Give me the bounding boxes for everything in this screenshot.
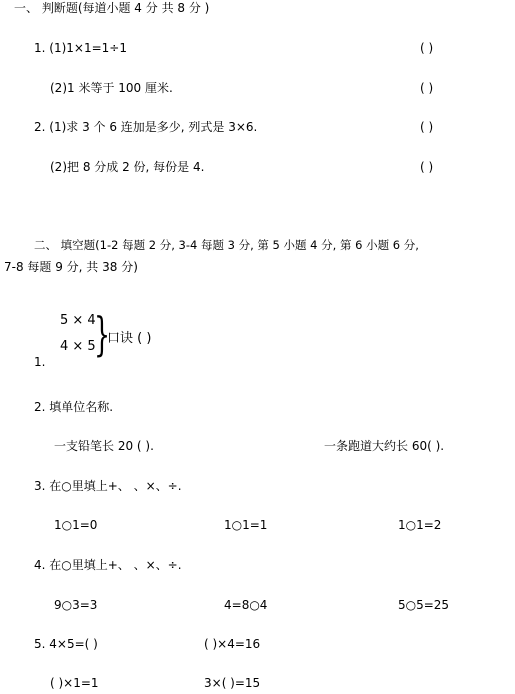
- answer-paren-2-1[interactable]: ( ): [420, 120, 434, 134]
- question-2-2: (2)把 8 分成 2 份, 每份是 4.: [50, 160, 205, 174]
- fill-q5-b[interactable]: ( )×4=16: [204, 637, 261, 651]
- fill-q3-a[interactable]: 1○1=0: [54, 518, 98, 532]
- fill-q3-c[interactable]: 1○1=2: [398, 518, 442, 532]
- answer-paren-1-1[interactable]: ( ): [420, 41, 434, 55]
- fill-q4-c[interactable]: 5○5=25: [398, 598, 450, 612]
- section2-title-line1: 二、 填空题(1-2 每题 2 分, 3-4 每题 3 分, 第 5 小题 4 分, 第 6 小题 6 分,: [34, 238, 419, 252]
- fill-q1-block: [58, 307, 218, 361]
- answer-paren-1-2[interactable]: ( ): [420, 81, 434, 95]
- fill-q2-left[interactable]: 一支铅笔长 20 ( ).: [54, 439, 154, 453]
- fill-q4-a[interactable]: 9○3=3: [54, 598, 98, 612]
- fill-q5-d[interactable]: 3×( )=15: [204, 676, 261, 690]
- fill-q1-number: 1.: [34, 355, 46, 369]
- fill-q4-label: 4. 在○里填上+、 、×、÷.: [34, 558, 182, 572]
- fill-q4-b[interactable]: 4=8○4: [224, 598, 268, 612]
- fill-q1-expr1: 5 × 4: [60, 313, 96, 328]
- question-1-1: 1. (1)1×1=1÷1: [34, 41, 127, 55]
- fill-q5-a[interactable]: 5. 4×5=( ): [34, 637, 98, 651]
- right-brace: }: [94, 307, 111, 361]
- section1-title: 一、 判断题(每道小题 4 分 共 8 分 ): [14, 1, 210, 15]
- question-1-2: (2)1 米等于 100 厘米.: [50, 81, 173, 95]
- question-2-1: 2. (1)求 3 个 6 连加是多少, 列式是 3×6.: [34, 120, 258, 134]
- fill-q2-right[interactable]: 一条跑道大约长 60( ).: [324, 439, 445, 453]
- fill-q2-label: 2. 填单位名称.: [34, 400, 114, 414]
- section2-title-line2: 7-8 每题 9 分, 共 38 分): [4, 260, 138, 274]
- fill-q3-b[interactable]: 1○1=1: [224, 518, 268, 532]
- fill-q3-label: 3. 在○里填上+、 、×、÷.: [34, 479, 182, 493]
- fill-q1-expr2: 4 × 5: [60, 339, 96, 354]
- fill-q5-c[interactable]: ( )×1=1: [50, 676, 99, 690]
- fill-q1-koujue[interactable]: 口诀 ( ): [107, 331, 152, 346]
- answer-paren-2-2[interactable]: ( ): [420, 160, 434, 174]
